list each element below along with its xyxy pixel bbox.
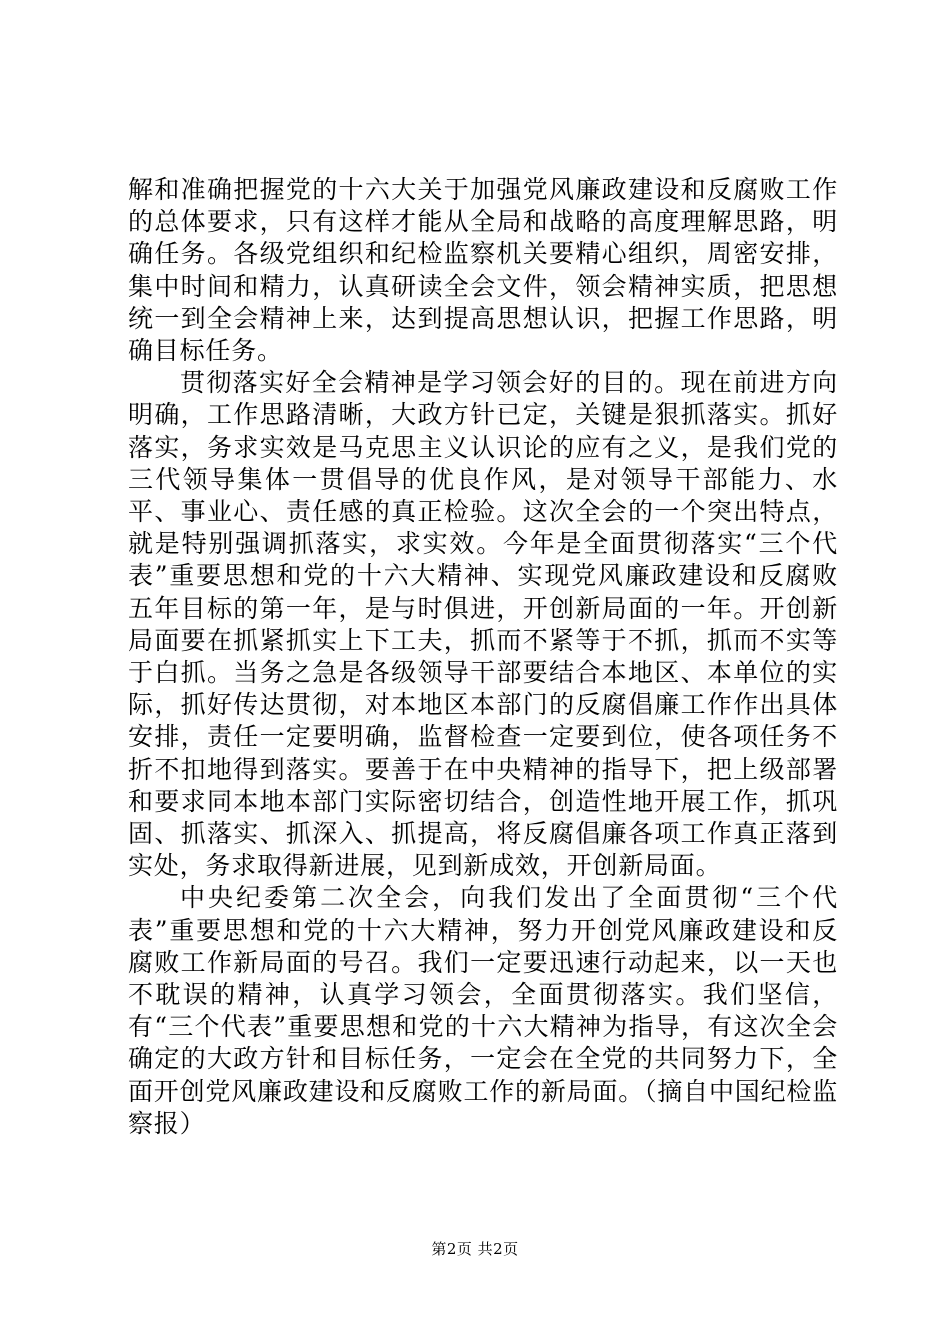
paragraph-implementation: 贯彻落实好全会精神是学习领会好的目的。现在前进方向明确，工作思路清晰，大政方针已定，关键是狠抓落实。抓好落实，务求实效是马克思主义认识论的应有之义，是我们党的三代领导集体一贯倡导的优良作风，是对领导干部能力、水平、事业心、责任感的真正检验。这次全会的一个突出特点，就是特别强调抓落实，求实效。今年是全面贯彻落实“三个代表”重要思想和党的十六大精神、实现党风廉政建设和反腐败五年目标的第一年，是与时俱进，开创新局面的一年。开创新局面要在抓紧抓实上下工夫，抓而不紧等于不抓，抓而不实等于白抓。当务之急是各级领导干部要结合本地区、本单位的实际，抓好传达贯彻，对本地区本部门的反腐倡廉工作作出具体安排，责任一定要明确，监督检查一定要到位，使各项任务不折不扣地得到落实。要善于在中央精神的指导下，把上级部署和要求同本地本部门实际密切结合，创造性地开展工作，抓巩固、抓落实、抓深入、抓提高，将反腐倡廉各项工作真正落到实处，务求取得新进展，见到新成效，开创新局面。 [128,368,838,881]
document-body [128,174,838,1140]
paragraph-continuation: 解和准确把握党的十六大关于加强党风廉政建设和反腐败工作的总体要求，只有这样才能从全局和战略的高度理解思路，明确任务。各级党组织和纪检监察机关要精心组织，周密安排，集中时间和精力，认真研读全会文件，领会精神实质，把思想统一到全会精神上来，达到提高思想认识，把握工作思路，明确目标任务。 [128,175,838,366]
page-footer [0,1239,950,1259]
paragraph-conclusion: 中央纪委第二次全会，向我们发出了全面贯彻“三个代表”重要思想和党的十六大精神，努力开创党风廉政建设和反腐败工作新局面的号召。我们一定要迅速行动起来，以一天也不耽误的精神，认真学习领会，全面贯彻落实。我们坚信，有“三个代表”重要思想和党的十六大精神为指导，有这次全会确定的大政方针和目标任务，一定会在全党的共同努力下，全面开创党风廉政建设和反腐败工作的新局面。（摘自中国纪检监察报） [128,883,838,1138]
page-number: 第2页 共2页 [431,1240,519,1258]
